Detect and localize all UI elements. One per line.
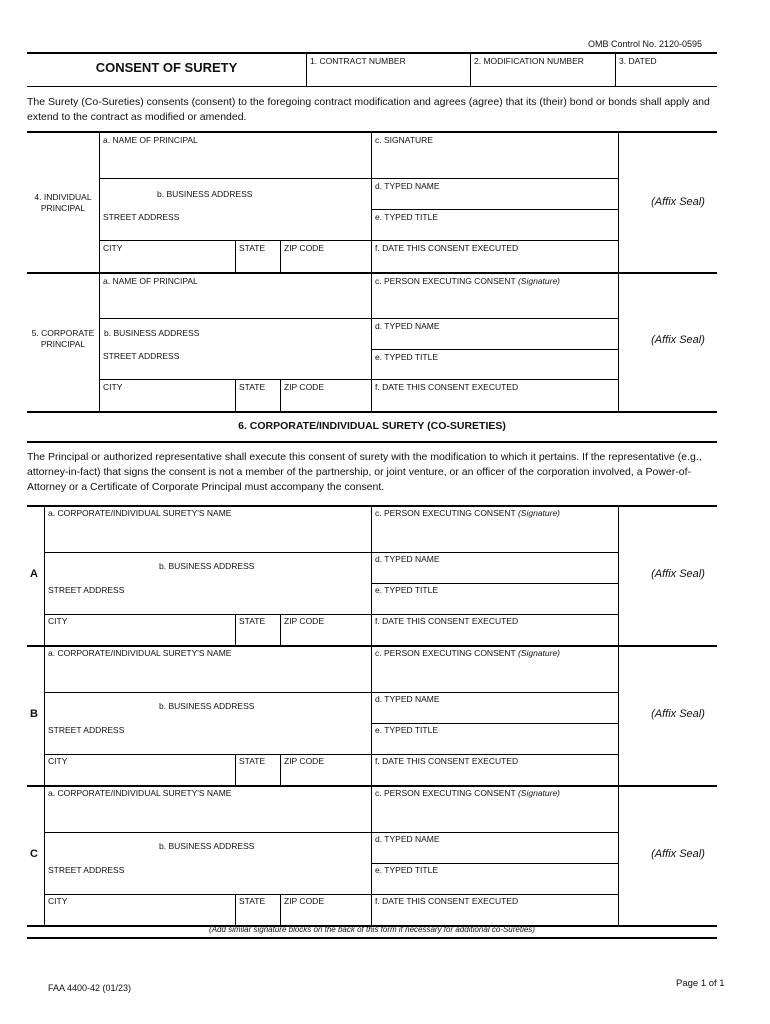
surety-block-a xyxy=(0,505,770,645)
business-address-label: b. BUSINESS ADDRESS xyxy=(159,561,255,571)
typed-title-field[interactable]: e. TYPED TITLE xyxy=(375,585,438,595)
street-address-field[interactable]: STREET ADDRESS xyxy=(48,585,125,595)
form-title: CONSENT OF SURETY xyxy=(95,60,238,75)
business-address-label: b. BUSINESS ADDRESS xyxy=(159,841,255,851)
business-address-label: b. BUSINESS ADDRESS xyxy=(157,189,253,199)
date-executed-field[interactable]: f. DATE THIS CONSENT EXECUTED xyxy=(375,896,519,906)
typed-title-field[interactable]: e. TYPED TITLE xyxy=(375,725,438,735)
business-address-label: b. BUSINESS ADDRESS xyxy=(159,701,255,711)
date-executed-field[interactable]: f. DATE THIS CONSENT EXECUTED xyxy=(375,382,519,392)
affix-seal-area: (Affix Seal) xyxy=(651,708,705,720)
corporate-principal-label: 5. CORPORATE PRINCIPAL xyxy=(31,328,95,349)
zip-code-field[interactable]: ZIP CODE xyxy=(284,896,324,906)
typed-name-field[interactable]: d. TYPED NAME xyxy=(375,321,440,331)
modification-number-field[interactable]: 2. MODIFICATION NUMBER xyxy=(474,56,584,66)
signature-note: (Signature) xyxy=(517,276,561,286)
state-field[interactable]: STATE xyxy=(239,896,266,906)
affix-seal-area: (Affix Seal) xyxy=(651,334,705,346)
city-field[interactable]: CITY xyxy=(103,243,123,253)
surety-block-b xyxy=(0,645,770,785)
individual-principal-section xyxy=(0,131,770,272)
form-number: FAA 4400-42 (01/23) xyxy=(48,983,132,993)
typed-title-field[interactable]: e. TYPED TITLE xyxy=(375,352,438,362)
typed-name-field[interactable]: d. TYPED NAME xyxy=(375,694,440,704)
affix-seal-area: (Affix Seal) xyxy=(651,196,705,208)
individual-principal-label: 4. INDIVIDUAL PRINCIPAL xyxy=(34,192,92,213)
signature-field[interactable] xyxy=(375,135,433,145)
additional-blocks-note: (Add similar signature blocks on the back of this form if necessary for additional co-Sureties) xyxy=(209,925,535,934)
intro-text: The Surety (Co-Sureties) consents (consent) to the foregoing contract modification and agrees (agree) that its (their) bond or bonds shall apply and extend to the contract as modified or amended. xyxy=(27,96,710,123)
street-address-field[interactable]: STREET ADDRESS xyxy=(103,351,180,361)
surety-name-field[interactable]: a. CORPORATE/INDIVIDUAL SURETY'S NAME xyxy=(48,508,232,518)
typed-title-field[interactable]: e. TYPED TITLE xyxy=(375,865,438,875)
typed-title-field[interactable]: e. TYPED TITLE xyxy=(375,212,438,222)
block-letter: B xyxy=(30,708,38,720)
signature-label: c. PERSON EXECUTING CONSENT xyxy=(375,276,516,286)
person-executing-consent-field[interactable] xyxy=(375,648,560,658)
state-field[interactable]: STATE xyxy=(239,756,266,766)
page-number: Page 1 of 1 xyxy=(676,978,725,989)
state-field[interactable]: STATE xyxy=(239,243,266,253)
zip-code-field[interactable]: ZIP CODE xyxy=(284,756,324,766)
surety-block-c xyxy=(0,785,770,925)
surety-name-field[interactable]: a. CORPORATE/INDIVIDUAL SURETY'S NAME xyxy=(48,648,232,658)
city-field[interactable]: CITY xyxy=(48,896,68,906)
date-executed-field[interactable]: f. DATE THIS CONSENT EXECUTED xyxy=(375,756,519,766)
street-address-field[interactable]: STREET ADDRESS xyxy=(48,725,125,735)
block-letter: C xyxy=(30,848,38,860)
contract-number-field[interactable]: 1. CONTRACT NUMBER xyxy=(310,56,406,66)
person-executing-consent-field[interactable] xyxy=(375,276,560,286)
block-letter: A xyxy=(30,568,38,580)
zip-code-field[interactable]: ZIP CODE xyxy=(284,382,324,392)
signature-label: c. PERSON EXECUTING CONSENT xyxy=(375,508,516,518)
state-field[interactable]: STATE xyxy=(239,616,266,626)
principal-name-field[interactable]: a. NAME OF PRINCIPAL xyxy=(103,276,198,286)
street-address-field[interactable]: STREET ADDRESS xyxy=(103,212,180,222)
state-field[interactable]: STATE xyxy=(239,382,266,392)
city-field[interactable]: CITY xyxy=(103,382,123,392)
affix-seal-area: (Affix Seal) xyxy=(651,568,705,580)
corporate-principal-section xyxy=(0,272,770,411)
dated-field[interactable]: 3. DATED xyxy=(619,56,657,66)
person-executing-consent-field[interactable] xyxy=(375,508,560,518)
surety-instructions: The Principal or authorized representative shall execute this consent of surety with the modification to which it pertains. If the representative (e.g., attorney-in-fact) that signs the consent is not a member of the partnership, or joint venture, or an officer of the corporation involved, a Power-of-Attorney or a Certificate of Corporate Principal must accompany the consent. xyxy=(27,451,702,493)
city-field[interactable]: CITY xyxy=(48,756,68,766)
affix-seal-area: (Affix Seal) xyxy=(651,848,705,860)
signature-note: (Signature) xyxy=(517,508,561,518)
zip-code-field[interactable]: ZIP CODE xyxy=(284,616,324,626)
signature-label: c. SIGNATURE xyxy=(375,135,433,145)
signature-label: c. PERSON EXECUTING CONSENT xyxy=(375,788,516,798)
principal-name-field[interactable]: a. NAME OF PRINCIPAL xyxy=(103,135,198,145)
signature-note: (Signature) xyxy=(517,648,561,658)
city-field[interactable]: CITY xyxy=(48,616,68,626)
street-address-field[interactable]: STREET ADDRESS xyxy=(48,865,125,875)
typed-name-field[interactable]: d. TYPED NAME xyxy=(375,834,440,844)
omb-control-number: OMB Control No. 2120-0595 xyxy=(588,39,703,49)
typed-name-field[interactable]: d. TYPED NAME xyxy=(375,181,440,191)
typed-name-field[interactable]: d. TYPED NAME xyxy=(375,554,440,564)
business-address-label: b. BUSINESS ADDRESS xyxy=(104,328,200,338)
person-executing-consent-field[interactable] xyxy=(375,788,560,798)
signature-label: c. PERSON EXECUTING CONSENT xyxy=(375,648,516,658)
zip-code-field[interactable]: ZIP CODE xyxy=(284,243,324,253)
surety-name-field[interactable]: a. CORPORATE/INDIVIDUAL SURETY'S NAME xyxy=(48,788,232,798)
surety-section-header: 6. CORPORATE/INDIVIDUAL SURETY (CO-SURETIES) xyxy=(238,420,506,432)
date-executed-field[interactable]: f. DATE THIS CONSENT EXECUTED xyxy=(375,616,519,626)
signature-note: (Signature) xyxy=(517,788,561,798)
date-executed-field[interactable]: f. DATE THIS CONSENT EXECUTED xyxy=(375,243,519,253)
